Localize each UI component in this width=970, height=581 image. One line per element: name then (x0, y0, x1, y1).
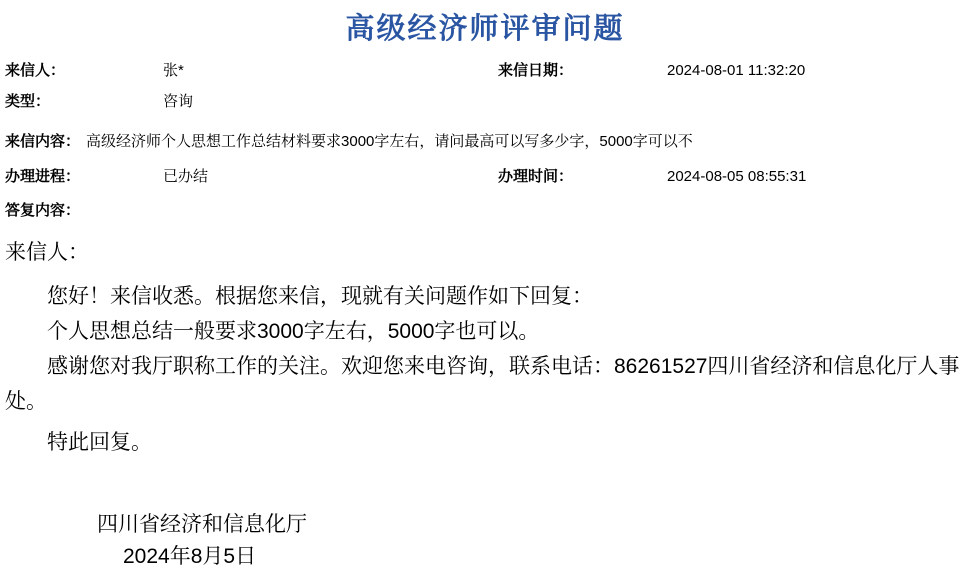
letter-date-label: 来信日期： (498, 62, 574, 79)
reply-salutation: 来信人： (5, 241, 89, 264)
signature-date: 2024年8月5日 (123, 545, 257, 568)
meta-row-progress-time (5, 168, 965, 186)
letter-meta-section (5, 62, 965, 220)
reply-line-answer: 个人思想总结一般要求3000字左右，5000字也可以。 (47, 320, 540, 343)
meta-row-sender-date (5, 62, 965, 80)
progress-label: 办理进程： (5, 168, 81, 185)
type-label: 类型： (5, 93, 51, 110)
handle-time-label: 办理时间： (498, 168, 574, 185)
reply-signature (5, 510, 965, 572)
type-value: 咨询 (163, 93, 194, 110)
reply-line-closing: 特此回复。 (47, 431, 152, 454)
handle-time-value: 2024-08-05 08:55:31 (667, 168, 807, 185)
sender-value: 张* (163, 62, 184, 79)
reply-line-thanks-wrap: 处。 (5, 390, 47, 413)
sender-label: 来信人： (5, 62, 66, 79)
meta-row-reply-section (5, 202, 965, 220)
reply-letter-body (5, 235, 965, 572)
reply-line-greeting: 您好！来信收悉。根据您来信，现就有关问题作如下回复： (47, 285, 593, 308)
letter-detail-page (0, 12, 970, 572)
meta-row-type (5, 93, 965, 111)
letter-content-value: 高级经济师个人思想工作总结材料要求3000字左右，请问最高可以写多少字，5000字可以不 (86, 133, 693, 150)
signature-organization: 四川省经济和信息化厅 (97, 513, 307, 536)
reply-section-label: 答复内容： (5, 202, 81, 219)
letter-content-label: 来信内容： (5, 133, 81, 150)
meta-row-letter-content (5, 133, 965, 151)
progress-value: 已办结 (163, 168, 209, 185)
reply-line-thanks: 感谢您对我厅职称工作的关注。欢迎您来电咨询，联系电话：86261527四川省经济和信息化厅人事 (47, 355, 960, 378)
letter-date-value: 2024-08-01 11:32:20 (667, 62, 806, 79)
page-title: 高级经济师评审问题 (345, 13, 625, 45)
